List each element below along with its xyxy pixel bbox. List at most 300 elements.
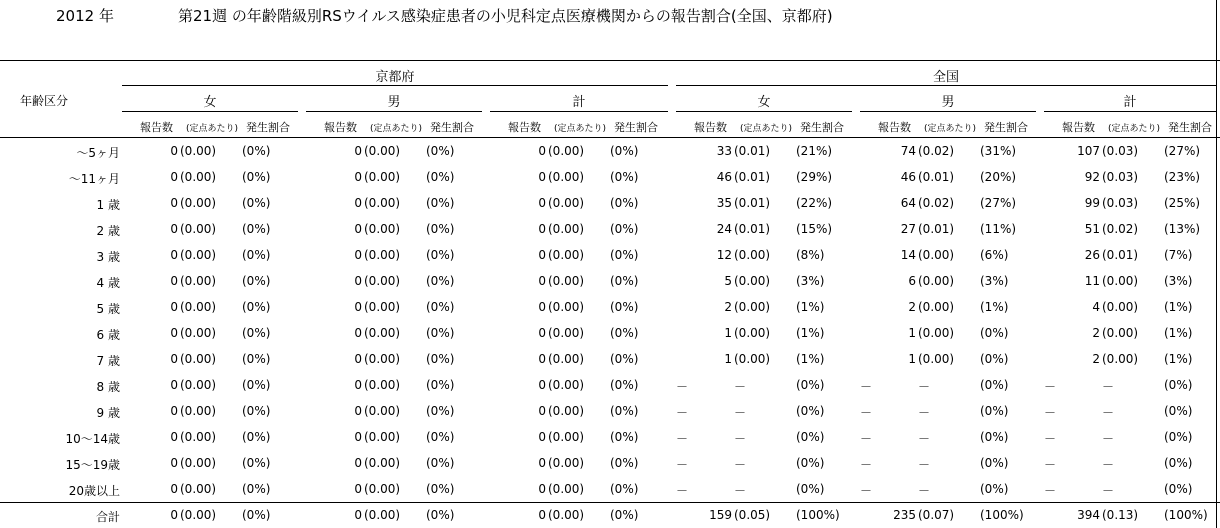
cell-ratio: (23%) <box>1164 170 1201 184</box>
cell-per: (0.00) <box>364 378 401 392</box>
cell-reports: 1 <box>908 326 916 340</box>
cell-ratio: (21%) <box>796 144 833 158</box>
cell-reports: － <box>676 432 689 446</box>
cell-per: (0.13) <box>1102 508 1139 522</box>
cell-ratio: (0%) <box>426 430 455 444</box>
cell-ratio: (0%) <box>980 326 1009 340</box>
subgroup-header: 計 <box>572 95 586 110</box>
subgroup-underline <box>122 111 298 112</box>
cell-reports: 64 <box>900 196 916 210</box>
cell-reports: 0 <box>354 326 362 340</box>
cell-ratio: (0%) <box>796 404 825 418</box>
cell-ratio: (0%) <box>610 248 639 262</box>
subgroup-underline <box>676 111 852 112</box>
cell-ratio: (0%) <box>242 378 271 392</box>
row-label: 8 歳 <box>96 380 120 394</box>
cell-ratio: (29%) <box>796 170 833 184</box>
cell-per: (0.00) <box>1102 274 1139 288</box>
cell-ratio: (25%) <box>1164 196 1201 210</box>
cell-reports: 5 <box>724 274 732 288</box>
cell-ratio: (0%) <box>796 482 825 496</box>
cell-reports: － <box>1044 484 1057 498</box>
cell-per: (0.02) <box>1102 222 1139 236</box>
cell-reports: 0 <box>354 170 362 184</box>
right-border <box>1216 0 1217 528</box>
cell-per: － <box>734 432 747 446</box>
cell-ratio: (11%) <box>980 222 1017 236</box>
cell-ratio: (0%) <box>426 144 455 158</box>
cell-reports: 35 <box>716 196 732 210</box>
cell-ratio: (0%) <box>242 144 271 158</box>
cell-ratio: (1%) <box>796 352 825 366</box>
cell-ratio: (0%) <box>426 404 455 418</box>
cell-per: － <box>1102 484 1115 498</box>
col-label-ratio: 発生割合 <box>246 121 290 134</box>
cell-ratio: (0%) <box>610 326 639 340</box>
cell-per: (0.00) <box>364 144 401 158</box>
cell-reports: 235 <box>893 508 916 522</box>
cell-ratio: (0%) <box>242 274 271 288</box>
cell-ratio: (31%) <box>980 144 1017 158</box>
cell-per: (0.01) <box>918 170 955 184</box>
cell-per: － <box>918 484 931 498</box>
cell-reports: 0 <box>538 378 546 392</box>
cell-reports: 2 <box>908 300 916 314</box>
cell-per: (0.00) <box>548 404 585 418</box>
cell-reports: 107 <box>1077 144 1100 158</box>
cell-ratio: (0%) <box>610 430 639 444</box>
cell-ratio: (0%) <box>980 482 1009 496</box>
cell-ratio: (0%) <box>242 430 271 444</box>
cell-per: － <box>734 484 747 498</box>
cell-reports: － <box>676 380 689 394</box>
cell-ratio: (27%) <box>1164 144 1201 158</box>
cell-reports: 0 <box>170 144 178 158</box>
cell-ratio: (0%) <box>610 404 639 418</box>
cell-reports: 0 <box>170 196 178 210</box>
cell-reports: 0 <box>354 508 362 522</box>
cell-ratio: (27%) <box>980 196 1017 210</box>
cell-reports: 51 <box>1084 222 1100 236</box>
cell-reports: 0 <box>354 482 362 496</box>
cell-reports: 0 <box>170 326 178 340</box>
cell-ratio: (1%) <box>796 326 825 340</box>
cell-per: (0.03) <box>1102 170 1139 184</box>
table-top-rule <box>0 60 1220 61</box>
cell-ratio: (22%) <box>796 196 833 210</box>
cell-reports: 0 <box>354 300 362 314</box>
cell-per: (0.00) <box>364 274 401 288</box>
cell-per: (0.01) <box>1102 248 1139 262</box>
cell-per: (0.00) <box>918 248 955 262</box>
cell-reports: 26 <box>1084 248 1100 262</box>
cell-per: (0.02) <box>918 196 955 210</box>
cell-ratio: (0%) <box>426 482 455 496</box>
cell-per: － <box>734 380 747 394</box>
cell-per: (0.00) <box>364 456 401 470</box>
cell-ratio: (0%) <box>1164 378 1193 392</box>
cell-ratio: (0%) <box>426 456 455 470</box>
cell-reports: 0 <box>538 222 546 236</box>
cell-ratio: (0%) <box>1164 456 1193 470</box>
cell-reports: 0 <box>354 352 362 366</box>
cell-reports: 0 <box>354 430 362 444</box>
cell-per: － <box>918 380 931 394</box>
cell-ratio: (0%) <box>980 456 1009 470</box>
cell-reports: 33 <box>716 144 732 158</box>
year-label: 2012 年 <box>56 7 114 25</box>
cell-reports: 394 <box>1077 508 1100 522</box>
cell-per: (0.01) <box>734 196 771 210</box>
cell-per: (0.01) <box>734 170 771 184</box>
subgroup-header: 女 <box>203 95 217 110</box>
cell-per: (0.00) <box>180 300 217 314</box>
cell-reports: 46 <box>716 170 732 184</box>
cell-reports: 0 <box>170 404 178 418</box>
cell-per: (0.00) <box>180 248 217 262</box>
cell-per: (0.00) <box>734 274 771 288</box>
subgroup-header: 男 <box>387 95 401 110</box>
cell-ratio: (3%) <box>980 274 1009 288</box>
col-label-ratio: 発生割合 <box>1168 121 1212 134</box>
cell-per: (0.02) <box>918 144 955 158</box>
cell-reports: 74 <box>900 144 916 158</box>
row-label: 9 歳 <box>96 406 120 420</box>
cell-per: (0.00) <box>364 222 401 236</box>
row-label: 〜11ヶ月 <box>68 172 120 186</box>
cell-reports: 0 <box>170 300 178 314</box>
cell-per: (0.01) <box>734 222 771 236</box>
cell-per: － <box>734 458 747 472</box>
cell-ratio: (0%) <box>980 404 1009 418</box>
cell-per: (0.00) <box>548 248 585 262</box>
cell-per: － <box>1102 432 1115 446</box>
col-label-reports: 報告数 <box>694 121 727 134</box>
cell-per: (0.00) <box>548 430 585 444</box>
col-label-reports: 報告数 <box>140 121 173 134</box>
cell-ratio: (0%) <box>242 508 271 522</box>
cell-ratio: (0%) <box>610 170 639 184</box>
cell-reports: 0 <box>538 508 546 522</box>
cell-reports: 0 <box>354 456 362 470</box>
col-label-ratio: 発生割合 <box>430 121 474 134</box>
cell-reports: － <box>860 380 873 394</box>
row-label: 3 歳 <box>96 250 120 264</box>
cell-ratio: (7%) <box>1164 248 1193 262</box>
cell-ratio: (1%) <box>796 300 825 314</box>
cell-reports: － <box>1044 406 1057 420</box>
cell-reports: － <box>860 458 873 472</box>
cell-per: (0.00) <box>548 300 585 314</box>
cell-ratio: (0%) <box>610 300 639 314</box>
col-label-ratio: 発生割合 <box>984 121 1028 134</box>
cell-per: (0.00) <box>364 326 401 340</box>
cell-reports: － <box>676 406 689 420</box>
cell-per: (0.00) <box>364 300 401 314</box>
cell-reports: 0 <box>538 144 546 158</box>
row-label: 7 歳 <box>96 354 120 368</box>
group-header-zenkoku: 全国 <box>932 70 959 85</box>
cell-reports: 6 <box>908 274 916 288</box>
cell-reports: 1 <box>724 326 732 340</box>
cell-reports: 0 <box>354 378 362 392</box>
cell-reports: 0 <box>538 482 546 496</box>
cell-reports: － <box>676 484 689 498</box>
cell-ratio: (0%) <box>980 430 1009 444</box>
cell-ratio: (1%) <box>980 300 1009 314</box>
cell-ratio: (100%) <box>796 508 840 522</box>
cell-ratio: (0%) <box>242 196 271 210</box>
col-label-reports: 報告数 <box>1062 121 1095 134</box>
cell-per: (0.03) <box>1102 144 1139 158</box>
cell-reports: － <box>1044 380 1057 394</box>
cell-ratio: (0%) <box>610 508 639 522</box>
cell-per: (0.00) <box>548 378 585 392</box>
cell-ratio: (0%) <box>242 326 271 340</box>
cell-ratio: (0%) <box>610 482 639 496</box>
group-header-kyoto: 京都府 <box>375 70 415 85</box>
cell-reports: 1 <box>724 352 732 366</box>
cell-per: (0.00) <box>918 352 955 366</box>
cell-ratio: (0%) <box>980 378 1009 392</box>
total-rule <box>0 502 1220 503</box>
cell-ratio: (0%) <box>1164 482 1193 496</box>
cell-per: (0.00) <box>180 352 217 366</box>
cell-reports: 0 <box>170 378 178 392</box>
cell-ratio: (0%) <box>610 352 639 366</box>
cell-per: (0.05) <box>734 508 771 522</box>
cell-ratio: (6%) <box>980 248 1009 262</box>
cell-ratio: (0%) <box>242 482 271 496</box>
cell-ratio: (0%) <box>610 222 639 236</box>
cell-ratio: (0%) <box>426 300 455 314</box>
cell-reports: 0 <box>170 274 178 288</box>
cell-reports: 2 <box>1092 352 1100 366</box>
cell-per: (0.00) <box>364 196 401 210</box>
cell-reports: 0 <box>538 430 546 444</box>
cell-per: (0.00) <box>548 222 585 236</box>
cell-reports: 0 <box>170 352 178 366</box>
cell-ratio: (13%) <box>1164 222 1201 236</box>
cell-per: (0.00) <box>180 404 217 418</box>
cell-reports: 0 <box>354 196 362 210</box>
cell-per: － <box>734 406 747 420</box>
cell-ratio: (0%) <box>980 352 1009 366</box>
cell-per: (0.00) <box>548 170 585 184</box>
cell-per: (0.00) <box>180 508 217 522</box>
cell-per: (0.00) <box>918 326 955 340</box>
col-label-reports: 報告数 <box>508 121 541 134</box>
col-label-ratio: 発生割合 <box>614 121 658 134</box>
group-underline <box>122 85 668 86</box>
cell-reports: 0 <box>170 456 178 470</box>
cell-per: (0.00) <box>180 144 217 158</box>
cell-reports: 14 <box>900 248 916 262</box>
cell-reports: 159 <box>709 508 732 522</box>
cell-ratio: (0%) <box>426 352 455 366</box>
row-label: 5 歳 <box>96 302 120 316</box>
cell-reports: 46 <box>900 170 916 184</box>
row-label: 20歳以上 <box>68 484 120 498</box>
cell-reports: 0 <box>538 274 546 288</box>
cell-per: － <box>1102 406 1115 420</box>
cell-reports: 0 <box>538 404 546 418</box>
cell-ratio: (1%) <box>1164 300 1193 314</box>
group-underline <box>676 85 1216 86</box>
cell-reports: － <box>1044 432 1057 446</box>
cell-per: (0.00) <box>548 274 585 288</box>
cell-reports: 0 <box>170 222 178 236</box>
cell-reports: 0 <box>538 352 546 366</box>
cell-reports: 4 <box>1092 300 1100 314</box>
cell-ratio: (0%) <box>426 378 455 392</box>
cell-per: (0.00) <box>734 248 771 262</box>
cell-per: (0.00) <box>734 352 771 366</box>
cell-per: － <box>1102 458 1115 472</box>
cell-per: (0.00) <box>548 326 585 340</box>
cell-reports: 92 <box>1084 170 1100 184</box>
cell-per: (0.00) <box>180 170 217 184</box>
subgroup-underline <box>306 111 482 112</box>
cell-reports: 99 <box>1084 196 1100 210</box>
cell-ratio: (0%) <box>796 456 825 470</box>
cell-per: (0.00) <box>180 196 217 210</box>
cell-ratio: (3%) <box>1164 274 1193 288</box>
cell-reports: 0 <box>538 326 546 340</box>
cell-ratio: (0%) <box>242 222 271 236</box>
cell-per: － <box>1102 380 1115 394</box>
cell-per: (0.00) <box>180 326 217 340</box>
cell-reports: 0 <box>538 300 546 314</box>
cell-reports: 0 <box>354 404 362 418</box>
cell-reports: 0 <box>170 430 178 444</box>
cell-reports: 11 <box>1084 274 1100 288</box>
cell-reports: 0 <box>538 196 546 210</box>
cell-per: (0.01) <box>918 222 955 236</box>
cell-per: － <box>918 406 931 420</box>
row-label: 15〜19歳 <box>65 458 120 472</box>
col-label-reports: 報告数 <box>324 121 357 134</box>
cell-ratio: (0%) <box>242 404 271 418</box>
cell-per: (0.00) <box>180 430 217 444</box>
cell-per: (0.00) <box>548 456 585 470</box>
subgroup-header: 女 <box>757 95 771 110</box>
cell-per: (0.00) <box>918 274 955 288</box>
cell-ratio: (1%) <box>1164 352 1193 366</box>
cell-ratio: (1%) <box>1164 326 1193 340</box>
row-label: 6 歳 <box>96 328 120 342</box>
cell-per: (0.00) <box>364 352 401 366</box>
cell-reports: 12 <box>716 248 732 262</box>
cell-ratio: (0%) <box>610 144 639 158</box>
cell-per: (0.00) <box>180 222 217 236</box>
cell-per: (0.00) <box>548 482 585 496</box>
row-header-label: 年齢区分 <box>20 94 69 108</box>
cell-ratio: (15%) <box>796 222 833 236</box>
cell-per: (0.00) <box>734 300 771 314</box>
cell-reports: 0 <box>538 248 546 262</box>
cell-reports: － <box>1044 458 1057 472</box>
cell-per: (0.00) <box>548 144 585 158</box>
cell-per: (0.00) <box>180 378 217 392</box>
cell-reports: 0 <box>170 482 178 496</box>
cell-per: － <box>918 432 931 446</box>
cell-ratio: (0%) <box>610 274 639 288</box>
col-label-per: (定点あたり) <box>554 124 607 134</box>
cell-reports: 27 <box>900 222 916 236</box>
cell-per: (0.00) <box>734 326 771 340</box>
cell-ratio: (0%) <box>796 378 825 392</box>
cell-ratio: (0%) <box>426 274 455 288</box>
cell-per: (0.00) <box>548 352 585 366</box>
header-bottom-rule <box>0 137 1220 138</box>
col-label-per: (定点あたり) <box>740 124 793 134</box>
cell-reports: 2 <box>1092 326 1100 340</box>
cell-per: (0.00) <box>1102 352 1139 366</box>
cell-ratio: (0%) <box>610 196 639 210</box>
cell-per: (0.03) <box>1102 196 1139 210</box>
subgroup-underline <box>1044 111 1216 112</box>
row-label: 4 歳 <box>96 276 120 290</box>
cell-per: (0.00) <box>364 508 401 522</box>
cell-per: (0.00) <box>180 456 217 470</box>
cell-ratio: (0%) <box>1164 430 1193 444</box>
cell-ratio: (0%) <box>242 248 271 262</box>
row-label: 1 歳 <box>96 198 120 212</box>
subgroup-header: 男 <box>941 95 955 110</box>
cell-reports: 1 <box>908 352 916 366</box>
cell-ratio: (0%) <box>426 326 455 340</box>
cell-ratio: (0%) <box>242 170 271 184</box>
row-label: 10〜14歳 <box>65 432 120 446</box>
cell-ratio: (0%) <box>796 430 825 444</box>
cell-ratio: (0%) <box>610 378 639 392</box>
cell-reports: 0 <box>170 508 178 522</box>
cell-per: (0.00) <box>1102 326 1139 340</box>
cell-ratio: (8%) <box>796 248 825 262</box>
cell-ratio: (0%) <box>426 196 455 210</box>
cell-reports: 0 <box>354 222 362 236</box>
cell-reports: 2 <box>724 300 732 314</box>
subgroup-underline <box>860 111 1036 112</box>
subgroup-underline <box>490 111 668 112</box>
row-label: 〜5ヶ月 <box>76 146 120 160</box>
cell-ratio: (0%) <box>426 222 455 236</box>
cell-reports: 0 <box>354 144 362 158</box>
page-title: 第21週 の年齢階級別RSウイルス感染症患者の小児科定点医療機関からの報告割合(全国、京都府) <box>178 7 833 25</box>
cell-ratio: (100%) <box>1164 508 1208 522</box>
cell-per: (0.01) <box>734 144 771 158</box>
cell-per: (0.00) <box>548 196 585 210</box>
cell-ratio: (0%) <box>426 508 455 522</box>
row-label: 2 歳 <box>96 224 120 238</box>
cell-per: (0.00) <box>180 274 217 288</box>
cell-ratio: (100%) <box>980 508 1024 522</box>
cell-ratio: (3%) <box>796 274 825 288</box>
cell-per: (0.00) <box>364 404 401 418</box>
col-label-per: (定点あたり) <box>186 124 239 134</box>
cell-ratio: (0%) <box>610 456 639 470</box>
cell-per: (0.07) <box>918 508 955 522</box>
cell-ratio: (20%) <box>980 170 1017 184</box>
cell-reports: 24 <box>716 222 732 236</box>
cell-per: (0.00) <box>364 482 401 496</box>
cell-reports: － <box>860 406 873 420</box>
col-label-per: (定点あたり) <box>370 124 423 134</box>
cell-per: (0.00) <box>918 300 955 314</box>
cell-per: (0.00) <box>180 482 217 496</box>
cell-reports: 0 <box>170 170 178 184</box>
